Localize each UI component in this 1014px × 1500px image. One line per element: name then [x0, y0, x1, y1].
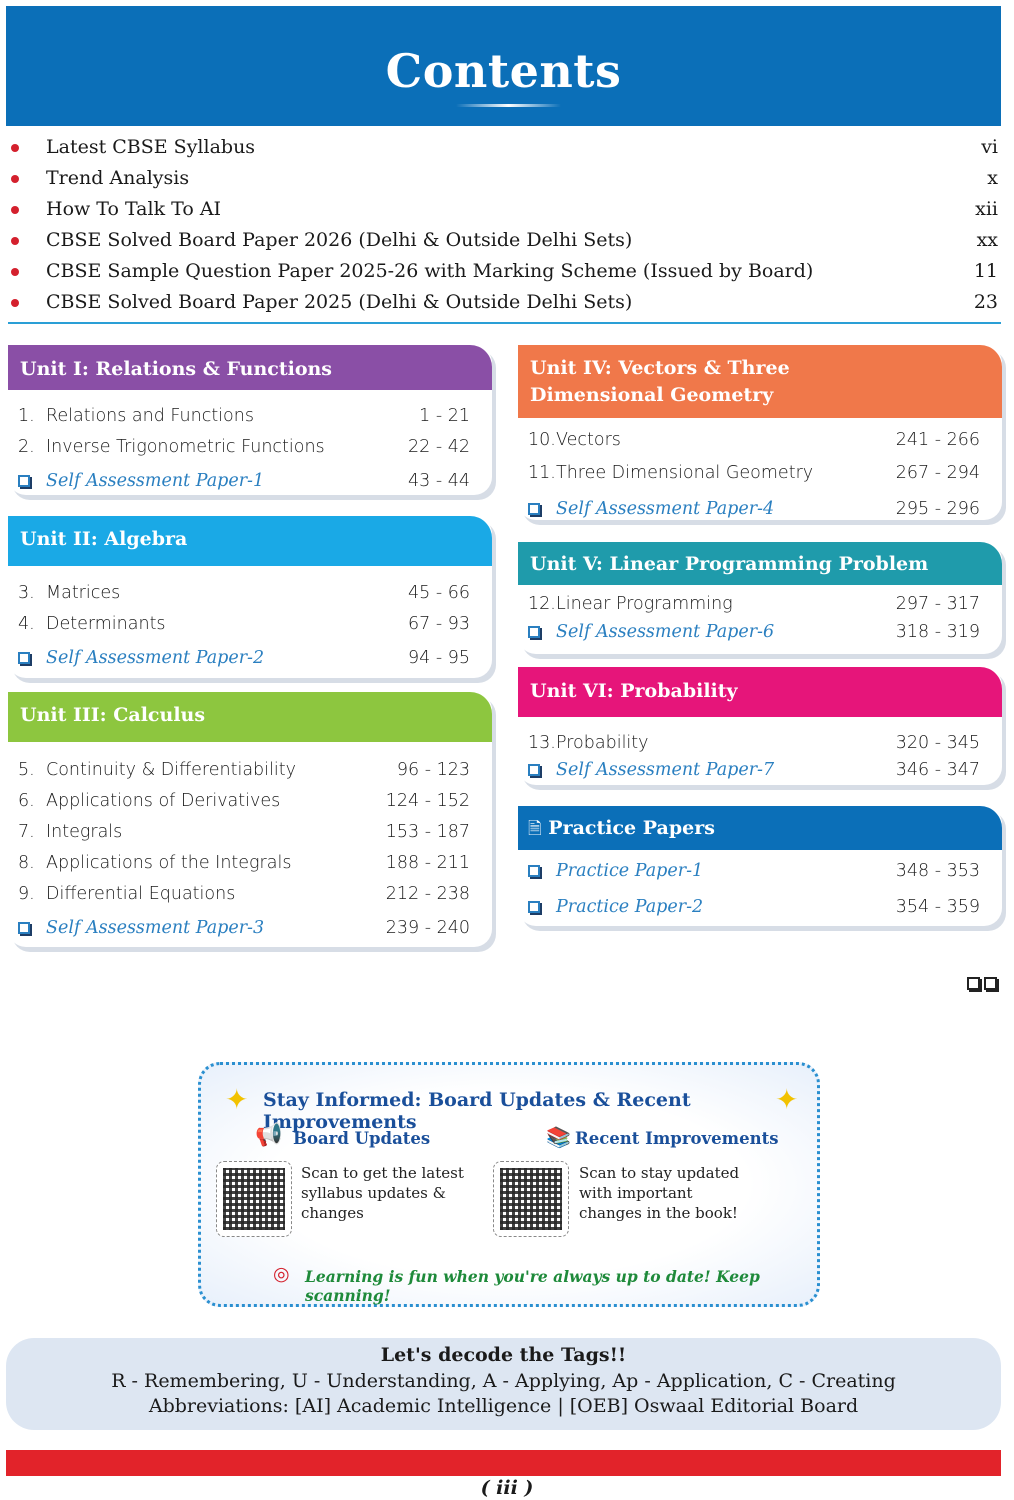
unit-heading: Unit II: Algebra: [8, 516, 492, 566]
chapter-row[interactable]: 11. Three Dimensional Geometry 267 - 294: [528, 463, 980, 483]
end-square-icon: [967, 977, 980, 990]
bullet-icon: [11, 237, 19, 245]
abbreviations-line: Abbreviations: [AI] Academic Intelligence | [OEB] Oswaal Editorial Board: [148, 1395, 859, 1417]
sparkle-icon: ✦: [775, 1083, 799, 1116]
divider: [8, 322, 1001, 324]
checkbox-icon: [18, 652, 30, 664]
stay-informed-footer: Learning is fun when you're always up to date! Keep scanning!: [305, 1267, 760, 1305]
tags-line: R - Remembering, U - Understanding, A - Applying, Ap - Application, C - Creating: [111, 1370, 896, 1392]
unit-heading: Unit VI: Probability: [518, 667, 1002, 717]
chapter-row[interactable]: 9. Differential Equations 212 - 238: [18, 884, 470, 904]
item-page: vi: [981, 136, 998, 158]
top-contents-list: [8, 132, 1000, 318]
practice-paper-row[interactable]: Practice Paper-1 348 - 353: [518, 853, 1002, 889]
chapter-row[interactable]: 10. Vectors 241 - 266: [528, 430, 980, 450]
recent-scan-text: Scan to stay updated with important changes in the book!: [579, 1164, 740, 1222]
card-practice-papers: [518, 806, 1002, 926]
item-label: CBSE Solved Board Paper 2025 (Delhi & Outside Delhi Sets): [46, 291, 633, 313]
item-page: 23: [973, 291, 998, 313]
list-item[interactable]: [8, 194, 1000, 225]
chapter-row[interactable]: 1. Relations and Functions 1 - 21: [18, 406, 470, 426]
item-page: x: [987, 167, 998, 189]
unit-card-vectors-3d: [518, 345, 1002, 520]
title-underline: [456, 104, 561, 107]
unit-card-algebra: [8, 516, 492, 678]
item-page: xii: [975, 198, 998, 220]
target-icon: ◎: [273, 1263, 290, 1285]
sparkle-icon: ✦: [225, 1083, 249, 1116]
unit-heading: [518, 806, 1002, 850]
list-item[interactable]: [8, 225, 1000, 256]
tags-legend: [6, 1338, 1001, 1430]
contents-header: [6, 6, 1001, 126]
document-icon: 🗎: [528, 819, 542, 839]
chapter-row[interactable]: 2. Inverse Trigonometric Functions 22 - 42: [18, 437, 470, 457]
chapter-row[interactable]: 5. Continuity & Differentiability 96 - 123: [18, 760, 470, 780]
self-assessment-row[interactable]: Self Assessment Paper-3 239 - 240: [8, 910, 492, 946]
tags-heading: Let's decode the Tags!!: [380, 1344, 627, 1366]
unit-heading: Unit V: Linear Programming Problem: [518, 542, 1002, 585]
books-icon: 📚: [546, 1125, 571, 1149]
unit-heading: [518, 345, 1002, 418]
list-item[interactable]: [8, 287, 1000, 318]
chapter-row[interactable]: 7. Integrals 153 - 187: [18, 822, 470, 842]
self-assessment-row[interactable]: Self Assessment Paper-7 346 - 347: [518, 757, 1002, 783]
stay-informed-box: [198, 1062, 820, 1307]
checkbox-icon: [528, 865, 540, 877]
practice-paper-row[interactable]: Practice Paper-2 354 - 359: [518, 889, 1002, 925]
self-assessment-row[interactable]: Self Assessment Paper-1 43 - 44: [8, 463, 492, 499]
unit-heading-label: Practice Papers: [548, 817, 715, 839]
bullet-icon: [11, 268, 19, 276]
chapter-row[interactable]: 8. Applications of the Integrals 188 - 211: [18, 853, 470, 873]
chapter-row[interactable]: 4. Determinants 67 - 93: [18, 614, 470, 634]
unit-card-linear-programming: [518, 542, 1002, 654]
recent-improvements-qr-code[interactable]: [493, 1161, 569, 1237]
list-item[interactable]: [8, 132, 1000, 163]
chapter-row[interactable]: 3. Matrices 45 - 66: [18, 583, 470, 603]
checkbox-icon: [528, 503, 540, 515]
chapter-row[interactable]: 6. Applications of Derivatives 124 - 152: [18, 791, 470, 811]
item-label: How To Talk To AI: [46, 198, 222, 220]
checkbox-icon: [528, 764, 540, 776]
item-label: CBSE Solved Board Paper 2026 (Delhi & Outside Delhi Sets): [46, 229, 633, 251]
board-updates-heading: Board Updates: [293, 1129, 431, 1148]
unit-card-relations-functions: [8, 345, 492, 495]
checkbox-icon: [528, 626, 540, 638]
item-page: 11: [973, 260, 998, 282]
list-item[interactable]: [8, 256, 1000, 287]
checkbox-icon: [18, 922, 30, 934]
page-title: Contents: [385, 44, 622, 98]
unit-heading: Unit I: Relations & Functions: [8, 345, 492, 390]
page-number: ( iii ): [480, 1477, 534, 1499]
unit-heading-line: Dimensional Geometry: [530, 384, 774, 406]
self-assessment-row[interactable]: Self Assessment Paper-4 295 - 296: [518, 491, 1002, 527]
bullet-icon: [11, 206, 19, 214]
unit-card-probability: [518, 667, 1002, 785]
list-item[interactable]: [8, 163, 1000, 194]
stay-informed-title: Stay Informed: Board Updates & Recent Improvements: [263, 1089, 691, 1133]
end-square-icon: [984, 977, 997, 990]
item-page: xx: [976, 229, 998, 251]
item-label: Trend Analysis: [46, 167, 190, 189]
item-label: CBSE Sample Question Paper 2025-26 with Marking Scheme (Issued by Board): [46, 260, 814, 282]
board-updates-qr-code[interactable]: [216, 1161, 292, 1237]
bullet-icon: [11, 299, 19, 307]
item-label: Latest CBSE Syllabus: [46, 136, 256, 158]
recent-improvements-heading: Recent Improvements: [575, 1129, 779, 1148]
self-assessment-row[interactable]: Self Assessment Paper-2 94 - 95: [8, 640, 492, 676]
checkbox-icon: [528, 901, 540, 913]
bullet-icon: [11, 144, 19, 152]
self-assessment-row[interactable]: Self Assessment Paper-6 318 - 319: [518, 618, 1002, 646]
bullet-icon: [11, 175, 19, 183]
checkbox-icon: [18, 475, 30, 487]
board-scan-text: Scan to get the latest syllabus updates & changes: [301, 1164, 464, 1222]
unit-heading-line: Unit IV: Vectors & Three: [530, 357, 790, 379]
chapter-row[interactable]: 12. Linear Programming 297 - 317: [528, 594, 980, 614]
unit-card-calculus: [8, 692, 492, 947]
unit-heading: Unit III: Calculus: [8, 692, 492, 742]
footer-bar: [6, 1450, 1001, 1476]
chapter-row[interactable]: 13. Probability 320 - 345: [528, 733, 980, 753]
megaphone-icon: 📢: [255, 1123, 283, 1148]
